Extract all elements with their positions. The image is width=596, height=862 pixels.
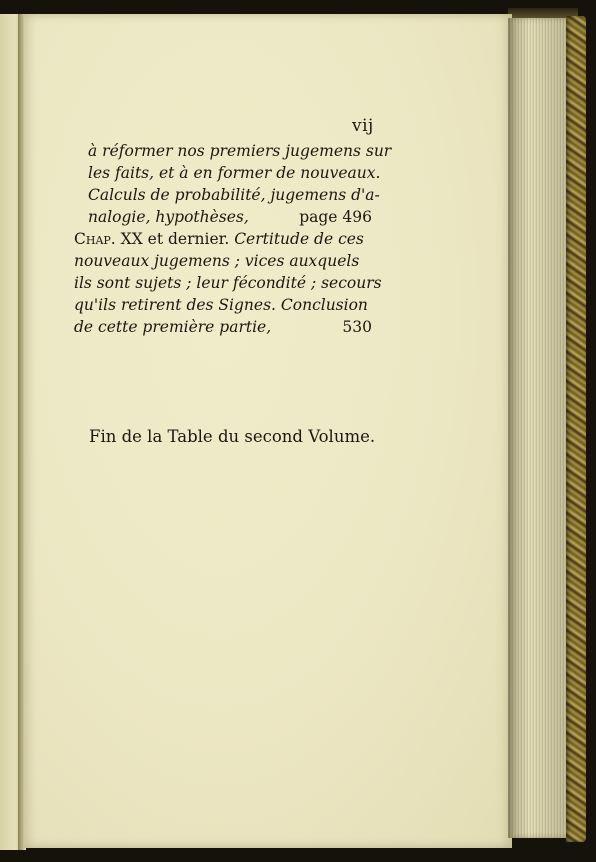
chapter-page-reference: 530 (342, 318, 372, 336)
chapter-label: Chap. (74, 230, 116, 248)
marbled-cover-edge (566, 16, 586, 842)
chapter-heading (74, 228, 364, 250)
toc-line: les faits, et à en former de nouveaux. (88, 164, 381, 182)
end-of-table-note: Fin de la Table du second Volume. (89, 427, 376, 446)
chapter-line: ils sont sujets ; leur fécondité ; secours (74, 274, 382, 292)
chapter-line: qu'ils retirent des Signes. Conclusion (74, 296, 368, 314)
chapter-line-with-page (74, 316, 372, 338)
toc-line: Calculs de probabilité, jugemens d'a- (88, 186, 380, 204)
chapter-title-start: Certitude de ces (234, 230, 364, 248)
chapter-number: XX et dernier. (120, 230, 230, 248)
toc-line-with-page (88, 206, 372, 228)
chapter-line-text: de cette première partie, (74, 318, 272, 336)
page-edges-shade (508, 18, 568, 838)
chapter-line: nouveaux jugemens ; vices auxquels (74, 252, 360, 270)
toc-line-text: nalogie, hypothèses, (88, 208, 249, 226)
page-reference: page 496 (299, 208, 372, 226)
page-folio: vij (352, 116, 374, 136)
toc-line: à réformer nos premiers jugemens sur (88, 142, 392, 160)
